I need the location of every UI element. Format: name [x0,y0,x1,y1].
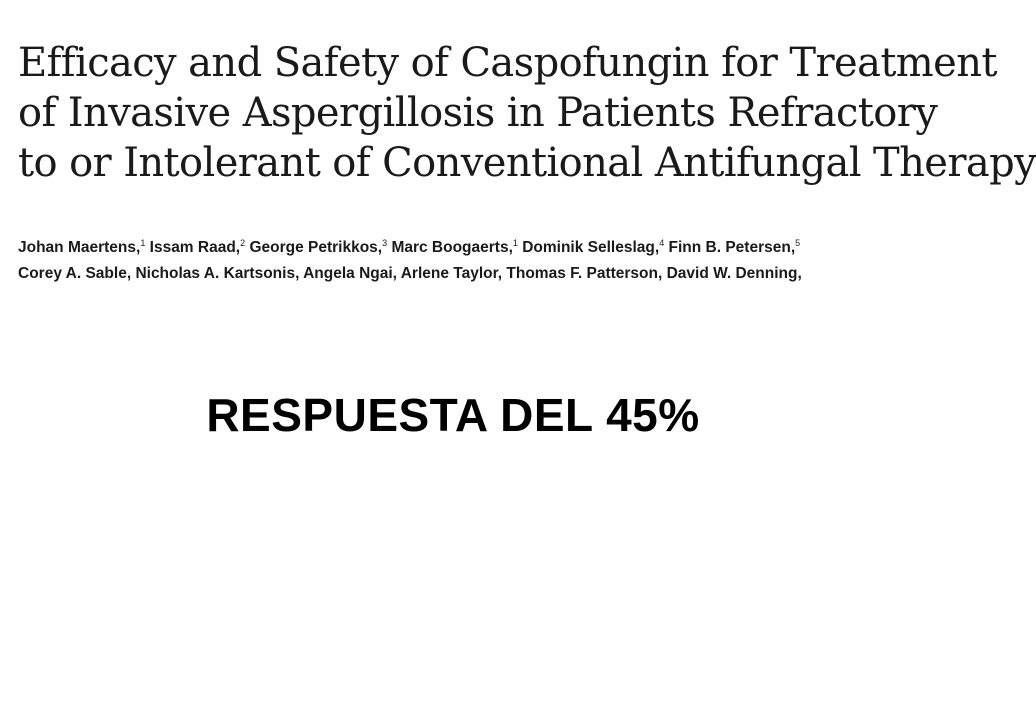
author-name: Issam Raad, [149,239,241,256]
author-name: George Petrikkos, [249,239,383,256]
author-affiliation: 2 [240,238,246,248]
author-affiliation: 1 [512,238,518,248]
paper-title-line-3: to or Intolerant of Conventional Antifungal Therapy [18,140,1036,186]
author-affiliation: 3 [382,238,388,248]
paper-title-line-1: Efficacy and Safety of Caspofungin for Treatment [18,40,997,86]
author-affiliation: 5 [795,238,801,248]
response-rate-headline: RESPUESTA DEL 45% [206,389,700,441]
author-affiliation: 1 [140,238,146,248]
author-name: Dominik Selleslag, [522,239,660,256]
authors-line-2-cropped: Corey A. Sable, Nicholas A. Kartsonis, Angela Ngai, Arlene Taylor, Thomas F. Patterson, David W. Denning, [18,265,802,282]
paper-header-excerpt [0,0,1036,282]
author-name: Marc Boogaerts, [391,239,513,256]
paper-authors [18,230,802,287]
authors-line-1 [18,230,802,261]
author-name: Johan Maertens, [18,239,141,256]
author-affiliation: 4 [659,238,665,248]
author-name: Finn B. Petersen, [668,239,796,256]
paper-title [18,38,1036,188]
paper-title-line-2: of Invasive Aspergillosis in Patients Refractory [18,90,938,136]
